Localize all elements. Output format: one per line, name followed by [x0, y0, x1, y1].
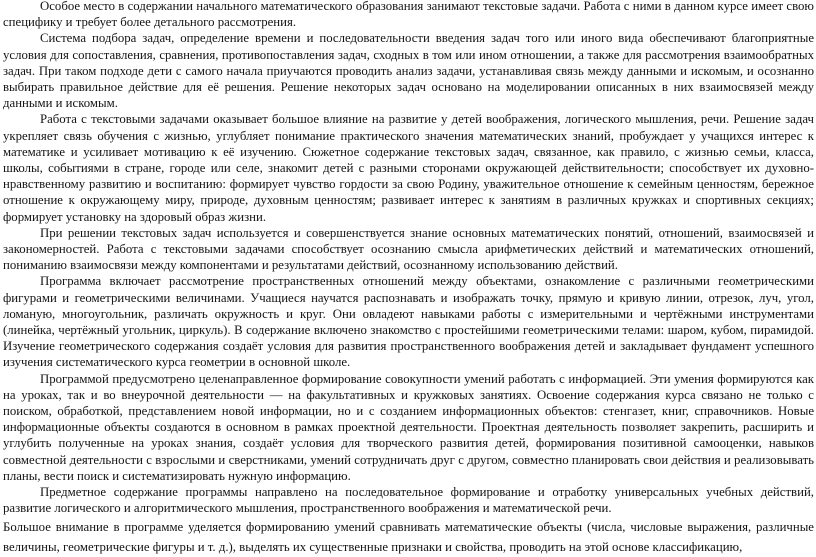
paragraph-text-problems-intro: Особое место в содержании начального математического образования занимают текстовые задачи. Работа с ними в данном курсе имеет свою специфику и требует более детального рассмотрения.	[3, 0, 814, 30]
paragraph-task-selection-system: Система подбора задач, определение времени и последовательности введения задач того или иного вида обеспечивают благоприятные условия для сопоставления, сравнения, противопоставления задач, сходных в том или ином отношении, а также для рассмотрения взаимообратных задач. При таком подходе дети с самого начала приучаются проводить анализ задачи, устанавливая связь между данными и искомым, и осознанно выбирать правильное действие для её решения. Решение некоторых задач основано на моделировании описанных в них взаимосвязей между данными и искомым.	[3, 31, 814, 111]
paragraph-comparison-skills: Большое внимание в программе уделяется формированию умений сравнивать математические объекты (числа, числовые выражения, различные величины, геометрические фигуры и т. д.), выделять их существенные признаки и свойства, проводить на этой основе классификацию,	[3, 519, 814, 554]
paragraph-spatial-relations: Программа включает рассмотрение пространственных отношений между объектами, ознакомление с различными геометрическими фигурами и геометрическими величинами. Учащиеся научатся распознавать и изображать точку, прямую и кривую линии, отрезок, луч, угол, ломаную, многоугольник, различать окружность и круг. Они овладеют навыками работы с измерительными и чертёжными инструментами (линейка, чертёжный угольник, циркуль). В содержание включено знакомство с простейшими геометрическими телами: шаром, кубом, пирамидой. Изучение геометрического содержания создаёт условия для развития пространственного воображения детей и закладывает фундамент успешного изучения систематического курса геометрии в основной школе.	[3, 274, 814, 370]
paragraph-solving-text-problems: При решении текстовых задач используется и совершенствуется знание основных математических понятий, отношений, взаимосвязей и закономерностей. Работа с текстовыми задачами способствует осознанию смысла арифметических действий и математических отношений, пониманию взаимосвязи между компонентами и результатами действий, осознанному использованию действий.	[3, 225, 814, 273]
paragraph-text-problems-influence: Работа с текстовыми задачами оказывает большое влияние на развитие у детей воображения, логического мышления, речи. Решение задач укрепляет связь обучения с жизнью, углубляет понимание практического значения математических знаний, пробуждает у учащихся интерес к математике и усиливает мотивацию к её изучению. Сюжетное содержание текстовых задач, связанное, как правило, с жизнью семьи, класса, школы, событиями в стране, городе или селе, знакомит детей с разными сторонами окружающей действительности; способствует их духовно-нравственному развитию и воспитанию: формирует чувство гордости за свою Родину, уважительное отношение к семейным ценностям, бережное отношение к окружающему миру, природе, духовным ценностям; развивает интерес к занятиям в различных кружках и спортивных секциях; формирует установку на здоровый образ жизни.	[3, 112, 814, 224]
paragraph-information-skills: Программой предусмотрено целенаправленное формирование совокупности умений работать с информацией. Эти умения формируются как на уроках, так и во внеурочной деятельности — на факультативных и кружковых занятиях. Освоение содержания курса связано не только с поиском, обработкой, представлением новой информации, но и с созданием информационных объектов: стенгазет, книг, справочников. Новые информационные объекты создаются в основном в рамках проектной деятельности. Проектная деятельность позволяет закрепить, расширить и углубить полученные на уроках знания, создаёт условия для творческого развития детей, формирования позитивной самооценки, навыков совместной деятельности с взрослыми и сверстниками, умений сотрудничать друг с другом, совместно планировать свои действия и реализовывать планы, вести поиск и систематизировать нужную информацию.	[3, 371, 814, 483]
document-page	[3, 0, 814, 557]
paragraph-subject-content: Предметное содержание программы направлено на последовательное формирование и отработку универсальных учебных действий, развитие логического и алгоритмического мышления, пространственного воображения и математической речи.	[3, 485, 814, 516]
